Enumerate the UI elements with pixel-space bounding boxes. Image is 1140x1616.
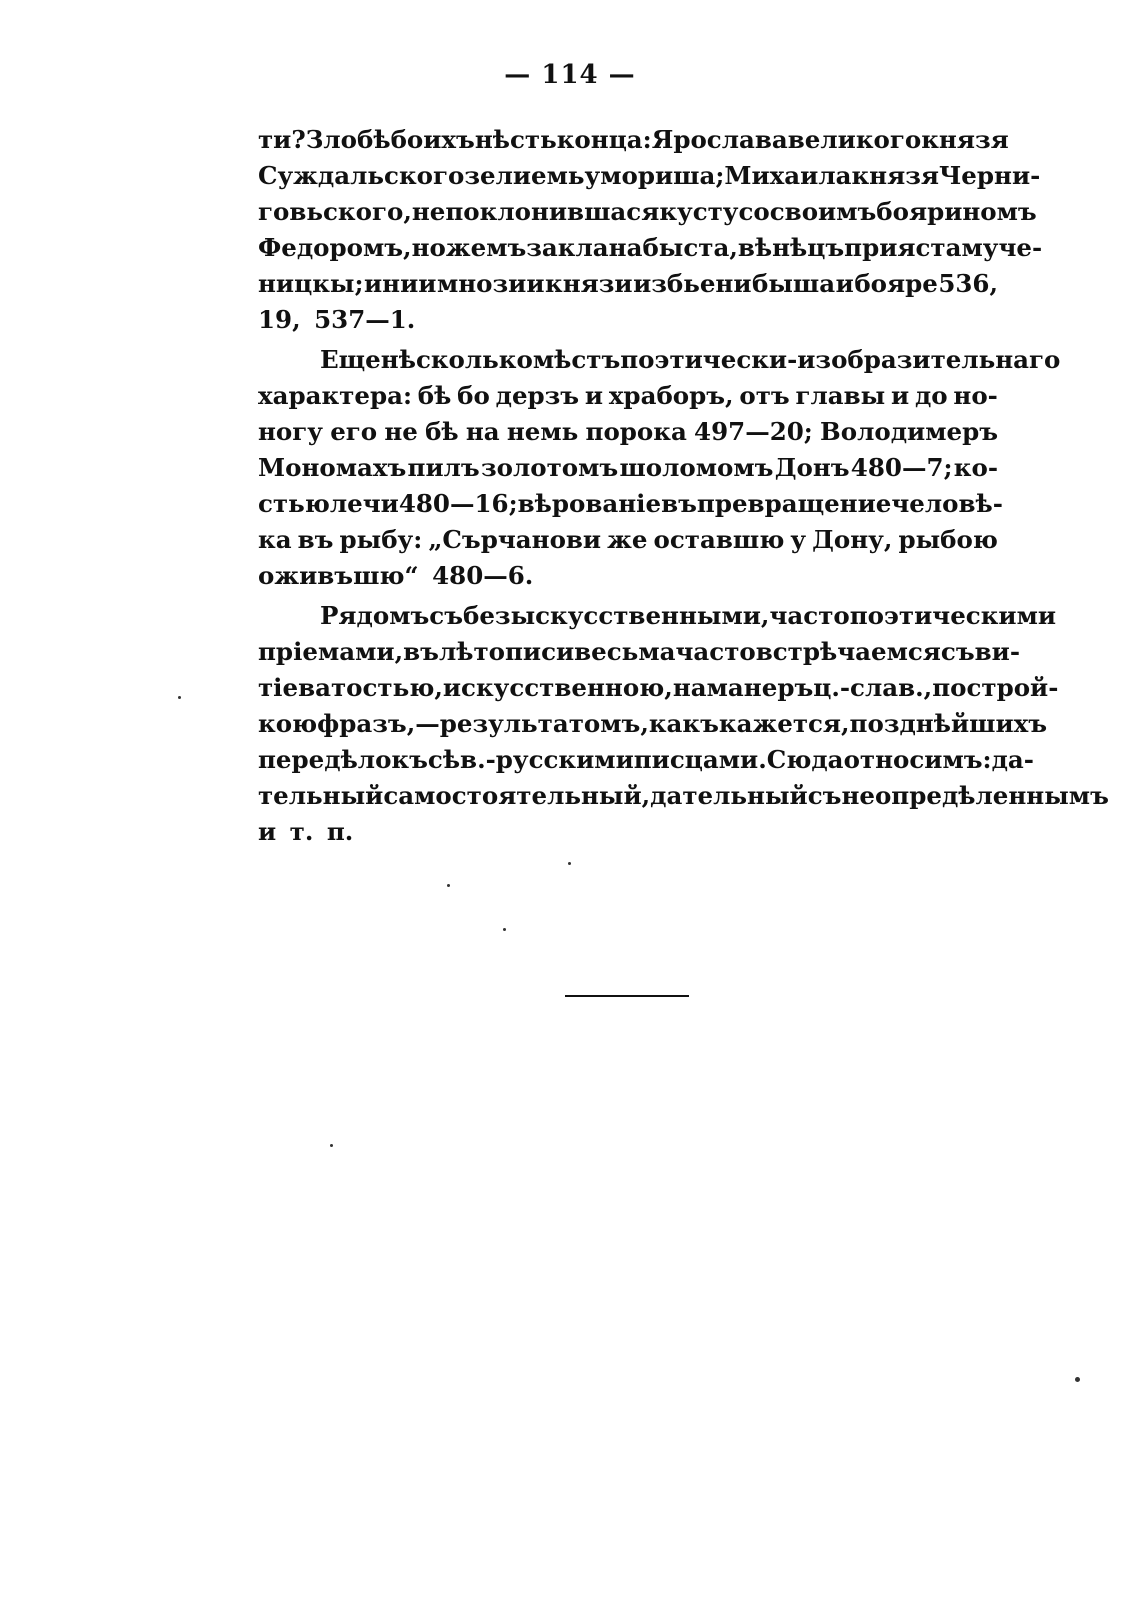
text-line: тіеватостью, искусственною, на манеръ ц.-слав., построй- (258, 673, 1059, 702)
text-line: и т. п. (258, 817, 354, 846)
text-line: характера: бѣ бо дерзъ и храборъ, отъ главы и до но- (258, 381, 998, 410)
text-line: говьского, не поклонившася кусту со своимъ бояриномъ (258, 197, 1037, 226)
text-line: Рядомъ съ безыскусственными, часто поэтическими (320, 601, 1057, 630)
text-line: Суждальского зелиемь умориша; Михаила князя Черни- (258, 161, 1041, 190)
scan-speck (568, 862, 571, 865)
text-line: стью лечи 480—16; вѣрованіе въ превращение человѣ- (258, 489, 1003, 518)
text-line: Еще нѣсколько мѣстъ поэтически-изобразительнаго (320, 345, 1061, 374)
paragraph-1 (258, 122, 1043, 338)
scan-speck (178, 696, 181, 699)
text-line: ти? Злобѣ бо ихъ нѣсть конца: Ярослава великого князя (258, 125, 1009, 154)
text-line: 19, 537—1. (258, 305, 416, 334)
page-number: — 114 — (504, 60, 636, 90)
text-line: ка въ рыбу: „Сърчанови же оставшю у Дону, рыбою (258, 525, 998, 554)
scan-speck (330, 1144, 333, 1147)
text-line: передѣлокъ сѣв.-русскими писцами. Сюда относимъ: да- (258, 745, 1034, 774)
section-end-rule (565, 995, 689, 997)
text-line: оживъшю“ 480—6. (258, 561, 534, 590)
text-line: тельный самостоятельный, дательный съ неопредѣленнымъ (258, 781, 1109, 810)
scan-speck (503, 928, 506, 931)
text-line: ногу его не бѣ на немь порока 497—20; Володимеръ (258, 417, 998, 446)
scan-speck (1075, 1377, 1080, 1382)
text-line: ницкы; инии мнозии князи избьени быша и бояре 536, (258, 269, 998, 298)
paragraph-2 (258, 342, 1061, 594)
text-line: Федоромъ, ножемъ заклана быста, вѣнѣцъ прияста муче- (258, 233, 1043, 262)
scan-speck (447, 884, 450, 887)
text-line: пріемами, въ лѣтописи весьма часто встрѣчаемся съ ви- (258, 637, 1021, 666)
paragraph-3 (258, 598, 1109, 850)
body-text (258, 122, 1109, 850)
text-line: Мономахъ пилъ золотомъ шоломомъ Донъ 480—7; ко- (258, 453, 998, 482)
text-line: кою фразъ, — результатомъ, какъ кажется, позднѣйшихъ (258, 709, 1048, 738)
